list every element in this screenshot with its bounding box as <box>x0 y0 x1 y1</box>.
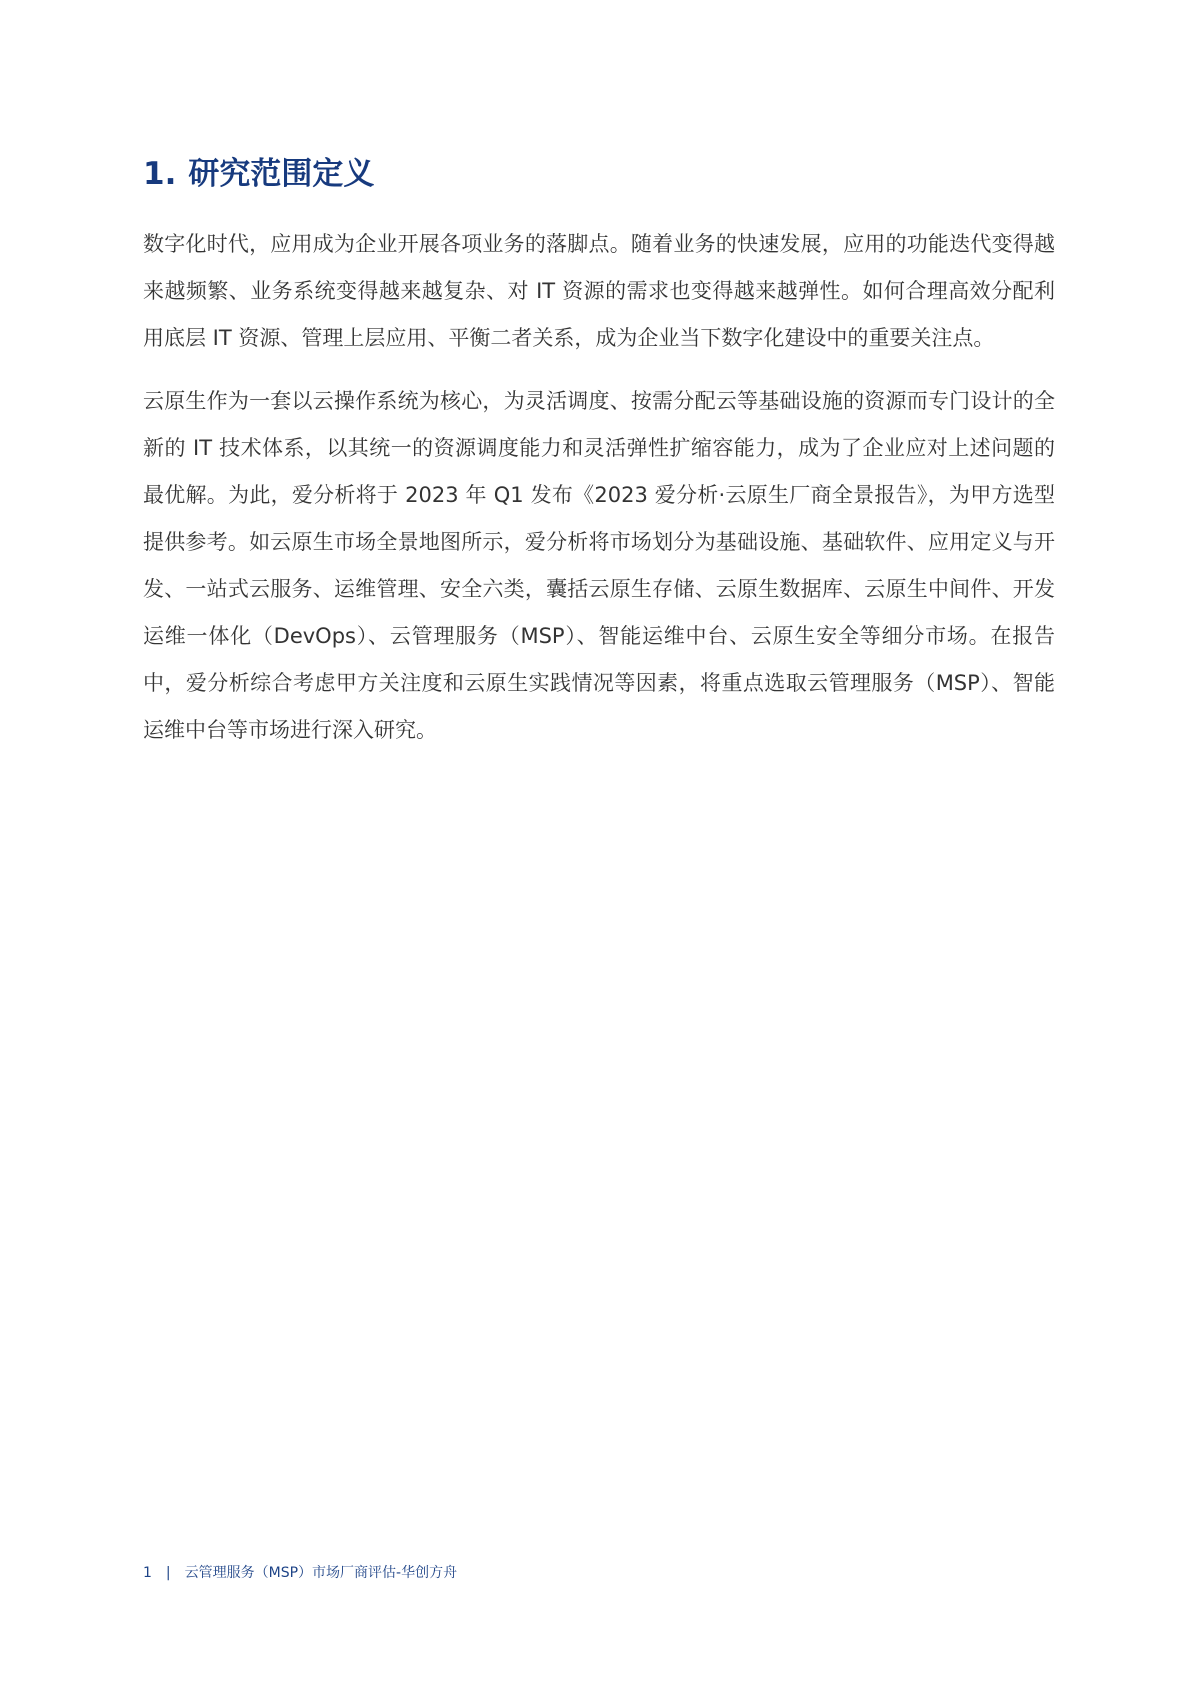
footer-report-title: 云管理服务（MSP）市场厂商评估-华创方舟 <box>184 1565 458 1581</box>
body-paragraph-2: 云原生作为一套以云操作系统为核心，为灵活调度、按需分配云等基础设施的资源而专门设计的全新的 IT 技术体系，以其统一的资源调度能力和灵活弹性扩缩容能力，成为了企业应对上述问题的最优解。为此，爱分析将于 2023 年 Q1 发布《2023 爱分析·云原生厂商全景报告》，为甲方选型提供参考。如云原生市场全景地图所示，爱分析将市场划分为基础设施、基础软件、应用定义与开发、一站式云服务、运维管理、安全六类，囊括云原生存储、云原生数据库、云原生中间件、开发运维一体化（DevOps）、云管理服务（MSP）、智能运维中台、云原生安全等细分市场。在报告中，爱分析综合考虑甲方关注度和云原生实践情况等因素，将重点选取云管理服务（MSP）、智能运维中台等市场进行深入研究。 <box>143 389 1055 742</box>
section-number: 1. <box>143 156 177 192</box>
section-heading <box>143 152 374 196</box>
footer-page-number: 1 <box>143 1565 152 1581</box>
section-title: 研究范围定义 <box>188 156 375 192</box>
body-paragraph-1: 数字化时代，应用成为企业开展各项业务的落脚点。随着业务的快速发展，应用的功能迭代变得越来越频繁、业务系统变得越来越复杂、对 IT 资源的需求也变得越来越弹性。如何合理高效分配利用底层 IT 资源、管理上层应用、平衡二者关系，成为企业当下数字化建设中的重要关注点。 <box>143 232 1055 350</box>
page-footer <box>143 1563 457 1583</box>
footer-separator: | <box>165 1565 171 1581</box>
